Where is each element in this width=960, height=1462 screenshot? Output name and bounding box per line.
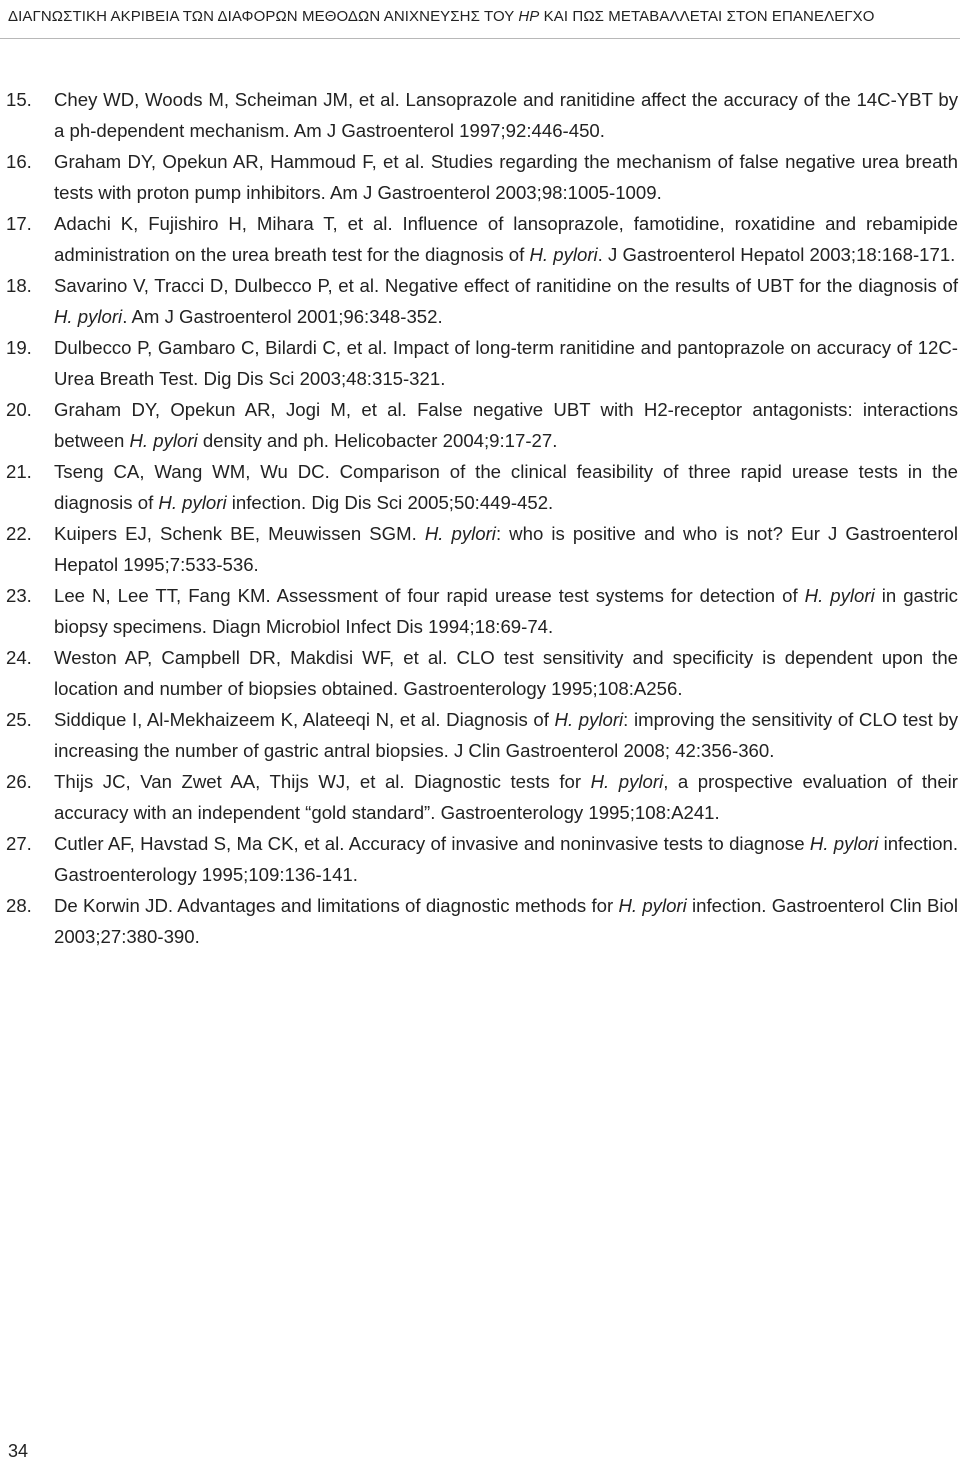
reference-number: 23.: [6, 585, 32, 606]
reference-number: 19.: [6, 337, 32, 358]
reference-segment: De Korwin JD. Advantages and limitations of diagnostic methods for: [54, 895, 619, 916]
running-header-hp: ΗΡ: [518, 8, 540, 25]
reference-item: [6, 456, 958, 518]
reference-number: 25.: [6, 709, 32, 730]
reference-item: [6, 84, 958, 146]
species-name-italic: H. pylori: [424, 523, 496, 544]
reference-item: [6, 580, 958, 642]
reference-number: 20.: [6, 399, 32, 420]
reference-segment: Adachi K, Fujishiro H, Mihara T, et al. Influence of lansoprazole, famotidine, roxatidine and rebamipide administration on the urea breath test for the diagnosis of: [54, 213, 958, 265]
species-name-italic: H. pylori: [809, 833, 879, 854]
reference-number: 27.: [6, 833, 32, 854]
reference-segment: density and ph. Helicobacter 2004;9:17-27.: [197, 430, 558, 451]
reference-item: [6, 270, 958, 332]
reference-segment: . J Gastroenterol Hepatol 2003;18:168-171.: [597, 244, 956, 265]
reference-segment: Dulbecco P, Gambaro C, Bilardi C, et al. Impact of long-term ranitidine and pantoprazole on accuracy of 12C-Urea Breath Test. Dig Dis Sci 2003;48:315-321.: [54, 337, 958, 389]
reference-segment: : who is positive and who is not? Eur J Gastroenterol Hepatol 1995;7:533-536.: [54, 523, 958, 575]
reference-segment: Chey WD, Woods M, Scheiman JM, et al. Lansoprazole and ranitidine affect the accuracy of the 14C-YBT by a ph-dependent mechanism. Am J Gastroenterol 1997;92:446-450.: [54, 89, 958, 141]
reference-segment: Graham DY, Opekun AR, Hammoud F, et al. Studies regarding the mechanism of false negative urea breath tests with proton pump inhibitors. Am J Gastroenterol 2003;98:1005-1009.: [54, 151, 958, 203]
reference-item: [6, 828, 958, 890]
reference-segment: . Am J Gastroenterol 2001;96:348-352.: [122, 306, 443, 327]
reference-number: 28.: [6, 895, 32, 916]
reference-item: [6, 704, 958, 766]
species-name-italic: H. pylori: [158, 492, 227, 513]
reference-segment: : improving the sensitivity of CLO test by increasing the number of gastric antral biopsies. J Clin Gastroenterol 2008; 42:356-360.: [54, 709, 958, 761]
reference-item: [6, 766, 958, 828]
reference-list: [6, 84, 958, 952]
reference-segment: infection. Dig Dis Sci 2005;50:449-452.: [226, 492, 554, 513]
reference-segment: Cutler AF, Havstad S, Ma CK, et al. Accuracy of invasive and noninvasive tests to diagnose: [54, 833, 810, 854]
species-name-italic: H. pylori: [804, 585, 875, 606]
species-name-italic: H. pylori: [54, 306, 123, 327]
reference-item: [6, 208, 958, 270]
header-divider: [0, 38, 960, 39]
species-name-italic: H. pylori: [554, 709, 624, 730]
reference-text: [54, 208, 958, 270]
reference-text: [54, 146, 958, 208]
reference-text: [54, 84, 958, 146]
reference-text: [54, 766, 958, 828]
reference-segment: Siddique I, Al-Mekhaizeem K, Alateeqi N, et al. Diagnosis of: [54, 709, 555, 730]
reference-text: [54, 518, 958, 580]
reference-text: [54, 270, 958, 332]
reference-number: 26.: [6, 771, 32, 792]
reference-segment: infection. Gastroenterology 1995;109:136-141.: [54, 833, 958, 885]
species-name-italic: H. pylori: [129, 430, 198, 451]
reference-text: [54, 332, 958, 394]
reference-segment: infection. Gastroenterol Clin Biol 2003;27:380-390.: [54, 895, 958, 947]
reference-segment: Weston AP, Campbell DR, Makdisi WF, et al. CLO test sensitivity and specificity is dependent upon the location and number of biopsies obtained. Gastroenterology 1995;108:A256.: [54, 647, 958, 699]
reference-number: 21.: [6, 461, 32, 482]
reference-item: [6, 332, 958, 394]
reference-text: [54, 580, 958, 642]
running-header-text: ΔΙΑΓΝΩΣΤΙΚΗ ΑΚΡΙΒΕΙΑ ΤΩΝ ΔΙΑΦΟΡΩΝ ΜΕΘΟΔΩΝ ΑΝΙΧΝΕΥΣΗΣ ΤΟΥ: [8, 8, 519, 25]
reference-segment: in gastric biopsy specimens. Diagn Microbiol Infect Dis 1994;18:69-74.: [54, 585, 958, 637]
reference-segment: Kuipers EJ, Schenk BE, Meuwissen SGM.: [54, 523, 425, 544]
reference-segment: Lee N, Lee TT, Fang KM. Assessment of four rapid urease test systems for detection of: [54, 585, 805, 606]
reference-item: [6, 394, 958, 456]
reference-text: [54, 642, 958, 704]
reference-segment: Tseng CA, Wang WM, Wu DC. Comparison of the clinical feasibility of three rapid urease tests in the diagnosis of: [54, 461, 958, 513]
running-header-text-end: ΚΑΙ ΠΩΣ ΜΕΤΑΒΑΛΛΕΤΑΙ ΣΤΟΝ ΕΠΑΝΕΛΕΓΧΟ: [539, 8, 875, 25]
reference-item: [6, 642, 958, 704]
reference-number: 24.: [6, 647, 32, 668]
reference-number: 15.: [6, 89, 32, 110]
reference-number: 16.: [6, 151, 32, 172]
species-name-italic: H. pylori: [529, 244, 598, 265]
species-name-italic: H. pylori: [590, 771, 664, 792]
reference-item: [6, 146, 958, 208]
reference-segment: Thijs JC, Van Zwet AA, Thijs WJ, et al. Diagnostic tests for: [54, 771, 591, 792]
reference-number: 17.: [6, 213, 32, 234]
running-header: [8, 8, 958, 25]
reference-text: [54, 890, 958, 952]
reference-item: [6, 518, 958, 580]
reference-segment: Savarino V, Tracci D, Dulbecco P, et al. Negative effect of ranitidine on the results of UBT for the diagnosis of: [54, 275, 958, 296]
reference-text: [54, 828, 958, 890]
reference-number: 18.: [6, 275, 32, 296]
reference-text: [54, 394, 958, 456]
reference-segment: Graham DY, Opekun AR, Jogi M, et al. False negative UBT with H2-receptor antagonists: interactions between: [54, 399, 958, 451]
reference-item: [6, 890, 958, 952]
page-number: 34: [8, 1441, 29, 1461]
reference-text: [54, 456, 958, 518]
species-name-italic: H. pylori: [618, 895, 687, 916]
reference-text: [54, 704, 958, 766]
reference-number: 22.: [6, 523, 32, 544]
reference-segment: , a prospective evaluation of their accuracy with an independent “gold standard”. Gastroenterology 1995;108:A241.: [54, 771, 958, 823]
